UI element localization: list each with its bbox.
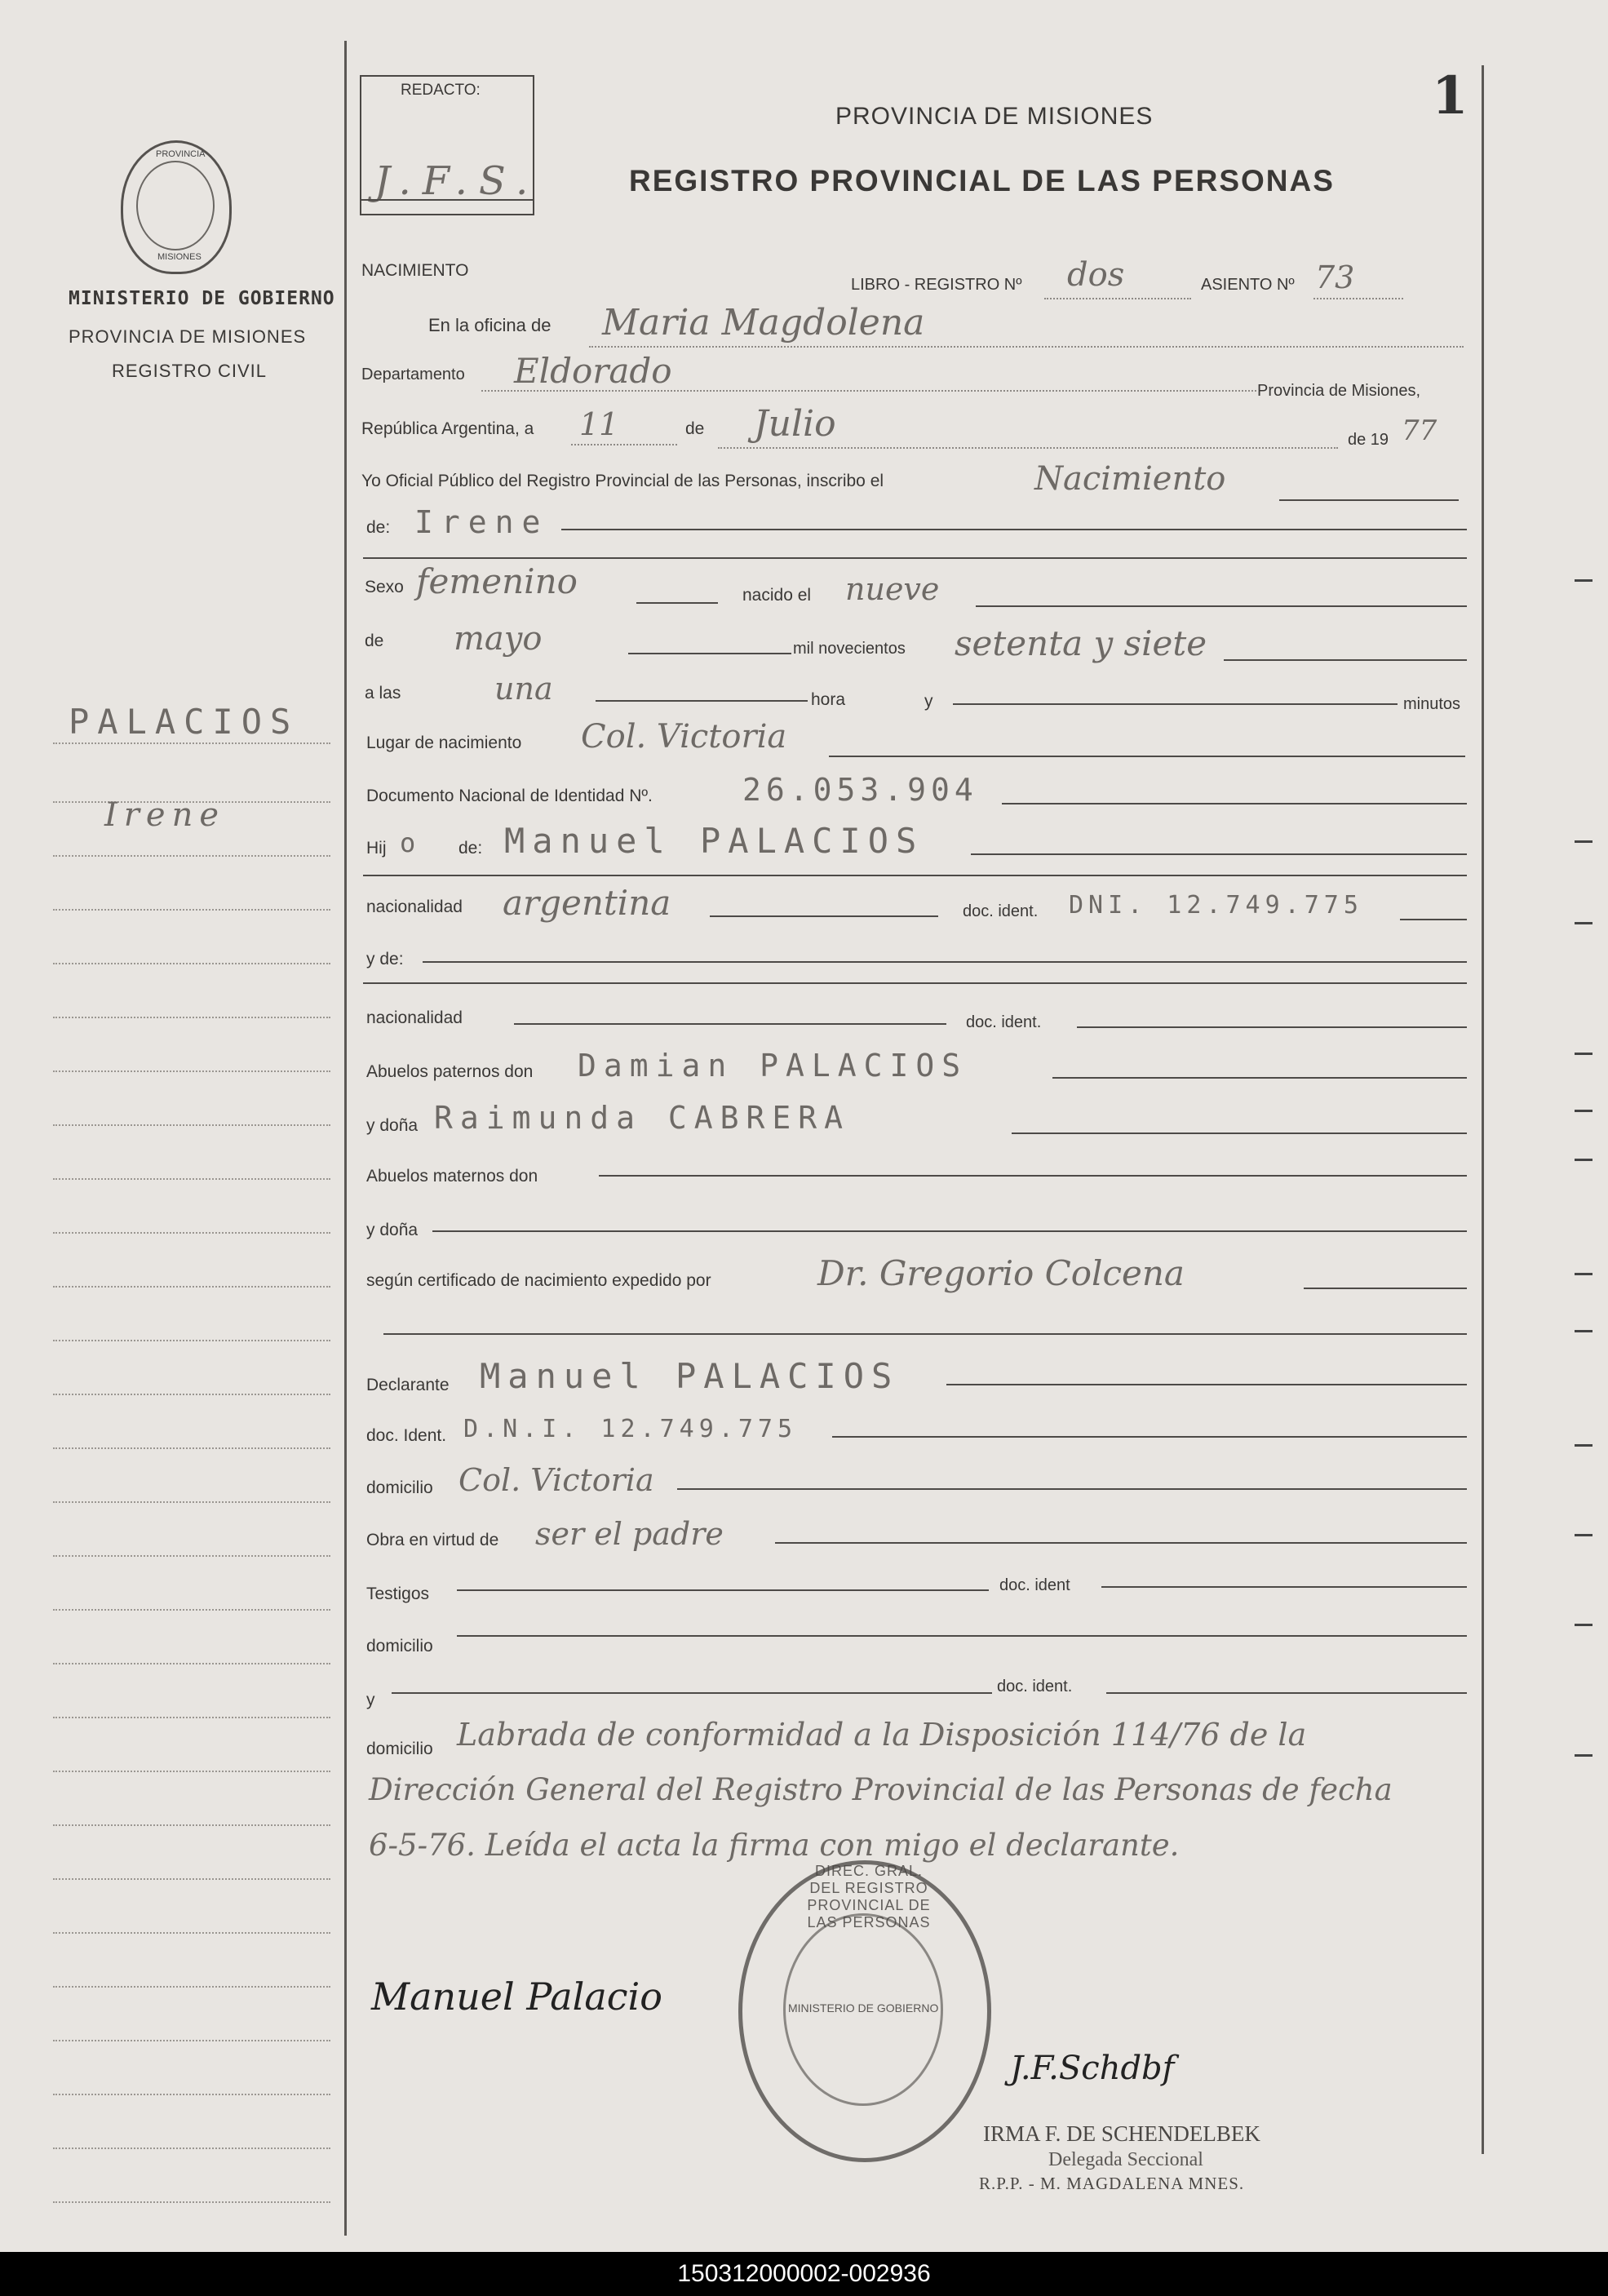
- nacimiento-label: NACIMIENTO: [361, 261, 469, 280]
- domicilio2-rule: [457, 1635, 1467, 1637]
- hora-label: hora: [811, 690, 846, 709]
- nac-value: argentina: [503, 883, 671, 923]
- edge-tick: [1575, 1159, 1592, 1161]
- docident3-rule: [1101, 1586, 1467, 1588]
- mil-label: mil novecientos: [793, 640, 906, 658]
- abuela-pat-rule: [1012, 1132, 1467, 1134]
- margin-line: [53, 2040, 330, 2041]
- redacto-label: REDACTO:: [401, 82, 481, 99]
- yde-rule: [423, 961, 1467, 963]
- stamp-inner-text: MINISTERIO DE GOBIERNO: [788, 2001, 939, 2015]
- stamp-ring-text: DIREC. GRAL. DEL REGISTRO PROVINCIAL DE LAS PERSONAS: [807, 1863, 931, 1930]
- edge-tick: [1575, 1624, 1592, 1626]
- seal-inner-ring: [136, 161, 215, 250]
- oficial-label: Yo Oficial Público del Registro Provincial de las Personas, inscribo el: [361, 472, 884, 490]
- mes-value: Julio: [754, 403, 836, 445]
- margin-line: [53, 1070, 330, 1072]
- edge-tick: [1575, 1754, 1592, 1757]
- note-line: Labrada de conformidad a la Disposición 114/76 de la: [457, 1717, 1307, 1753]
- margin-line: [53, 1017, 330, 1018]
- margin-line: [53, 963, 330, 964]
- edge-tick: [1575, 1444, 1592, 1447]
- nacido-label: nacido el: [742, 586, 812, 605]
- mes-nac-rule: [628, 653, 791, 654]
- obra-value: ser el padre: [535, 1516, 724, 1552]
- header-registry: REGISTRO PROVINCIAL DE LAS PERSONAS: [629, 164, 1335, 197]
- official-office: R.P.P. - M. MAGDALENA MNES.: [979, 2174, 1245, 2193]
- republica-label: República Argentina, a: [361, 419, 534, 438]
- margin-line: [53, 1932, 330, 1934]
- mes-nac-value: mayo: [454, 620, 543, 658]
- edge-tick: [1575, 1534, 1592, 1536]
- padre-value: Manuel PALACIOS: [504, 821, 924, 861]
- libro-label: LIBRO - REGISTRO Nº: [851, 276, 1022, 294]
- certificado-value: Dr. Gregorio Colcena: [817, 1253, 1185, 1293]
- asiento-value: 73: [1315, 259, 1355, 295]
- nacido-rule: [976, 605, 1467, 607]
- nombre-label: de:: [366, 518, 391, 537]
- seal-top-text: PROVINCIA: [156, 149, 206, 159]
- libro-value: dos: [1067, 256, 1125, 294]
- ydona2-label: y doña: [366, 1221, 419, 1239]
- lugar-label: Lugar de nacimiento: [366, 734, 522, 752]
- left-border-line: [344, 41, 347, 2236]
- padre-rule-2: [363, 875, 1467, 876]
- edge-tick: [1575, 1110, 1592, 1112]
- y2-rule: [392, 1692, 992, 1694]
- certificado-rule: [1304, 1288, 1467, 1289]
- document-code-bar: [0, 2252, 1608, 2296]
- header-province: PROVINCIA DE MISIONES: [835, 103, 1154, 130]
- domicilio-value: Col. Victoria: [458, 1462, 654, 1498]
- de-label: de: [685, 419, 705, 438]
- declarante-label: Declarante: [366, 1376, 450, 1394]
- testigos-label: Testigos: [366, 1585, 430, 1603]
- sexo-label: Sexo: [365, 578, 404, 596]
- margin-line: [53, 1824, 330, 1826]
- lugar-value: Col. Victoria: [581, 718, 787, 756]
- y2-label: y: [366, 1691, 375, 1709]
- oficial-rule: [1279, 499, 1459, 501]
- abuela-pat-value: Raimunda CABRERA: [434, 1100, 851, 1136]
- document-code: 150312000002-002936: [677, 2260, 931, 2287]
- margin-line: [53, 909, 330, 911]
- margin-line: [53, 2201, 330, 2203]
- docid-rule: [1400, 919, 1467, 920]
- abuelos-pat-label: Abuelos paternos don: [366, 1062, 534, 1081]
- obra-rule: [775, 1542, 1467, 1544]
- abuelos-mat-rule: [599, 1175, 1467, 1177]
- mil-rule: [1224, 659, 1467, 661]
- margin-line: [53, 1771, 330, 1772]
- departamento-dots: [481, 390, 1256, 392]
- docid-value: DNI. 12.749.775: [1069, 891, 1363, 920]
- margin-line: [53, 1286, 330, 1288]
- margin-line: [53, 2094, 330, 2095]
- margin-line: [53, 1609, 330, 1611]
- province-name-left: PROVINCIA DE MISIONES: [69, 326, 307, 347]
- abuelo-pat-rule: [1052, 1077, 1467, 1079]
- edge-tick: [1575, 1330, 1592, 1332]
- nac2-label: nacionalidad: [366, 1008, 463, 1027]
- official-name: IRMA F. DE SCHENDELBEK: [983, 2121, 1260, 2146]
- note-line: 6-5-76. Leída el acta la firma con migo el declarante.: [369, 1828, 1180, 1863]
- libro-dots: [1044, 298, 1191, 299]
- margin-line: [53, 742, 330, 744]
- declarante-rule: [946, 1384, 1467, 1385]
- docident-rule: [832, 1436, 1467, 1438]
- nombre-rule-2: [363, 557, 1467, 559]
- nombre-rule: [561, 529, 1467, 530]
- redacto-value: J.F.S.: [374, 158, 540, 204]
- declarante-value: Manuel PALACIOS: [480, 1356, 900, 1396]
- alas-value: una: [494, 671, 553, 707]
- departamento-label: Departamento: [361, 366, 465, 383]
- departamento-value: Eldorado: [514, 351, 672, 391]
- margin-given-name: Irene: [104, 796, 226, 834]
- margin-surname: PALACIOS: [69, 702, 299, 742]
- dia-dots: [571, 444, 677, 445]
- margin-line: [53, 2148, 330, 2149]
- oficina-value: Maria Magdolena: [602, 302, 925, 344]
- docident-label: doc. Ident.: [366, 1426, 447, 1445]
- abuelos-mat-label: Abuelos maternos don: [366, 1167, 538, 1186]
- ydona2-rule: [432, 1230, 1467, 1232]
- testigos-rule: [457, 1589, 989, 1591]
- obra-label: Obra en virtud de: [366, 1531, 499, 1549]
- oficina-label: En la oficina de: [428, 315, 552, 335]
- hijo-label: Hij: [366, 839, 387, 858]
- margin-line: [53, 1555, 330, 1557]
- sexo-value: femenino: [416, 561, 578, 601]
- redacto-box-divider: [361, 199, 533, 201]
- registry-office-left: REGISTRO CIVIL: [112, 361, 268, 381]
- domicilio-label: domicilio: [366, 1478, 433, 1497]
- oficina-dots: [589, 346, 1464, 348]
- margin-line: [53, 1447, 330, 1449]
- declarant-signature: Manuel Palacio: [371, 1975, 662, 2019]
- mes-dots: [718, 447, 1338, 449]
- margin-line: [53, 1340, 330, 1341]
- domicilio-rule: [677, 1488, 1467, 1490]
- nac2-rule: [514, 1023, 946, 1025]
- margin-line: [53, 1178, 330, 1180]
- nac-rule: [710, 915, 938, 917]
- domicilio2-label: domicilio: [366, 1637, 433, 1656]
- hijo-suffix: o: [400, 827, 424, 858]
- minutos-rule: [953, 703, 1398, 705]
- alas-rule: [596, 700, 808, 702]
- certificado-label: según certificado de nacimiento expedido por: [366, 1271, 711, 1290]
- docid2-rule: [1077, 1026, 1467, 1028]
- edge-tick: [1575, 1273, 1592, 1275]
- asiento-dots: [1313, 298, 1403, 299]
- edge-tick: [1575, 840, 1592, 843]
- ydona-label: y doña: [366, 1116, 419, 1135]
- nac-label: nacionalidad: [366, 898, 463, 916]
- ministry-name: MINISTERIO DE GOBIERNO: [69, 288, 335, 309]
- registry-stamp: [738, 1860, 991, 2162]
- de2-label: de: [365, 632, 384, 650]
- margin-line: [53, 855, 330, 857]
- asiento-label: ASIENTO Nº: [1201, 276, 1295, 294]
- margin-line: [53, 1663, 330, 1664]
- edge-tick: [1575, 922, 1592, 924]
- docident4-rule: [1106, 1692, 1467, 1694]
- official-title: Delegada Seccional: [1048, 2149, 1203, 2170]
- docident4-label: doc. ident.: [997, 1678, 1073, 1695]
- note-line: Dirección General del Registro Provincial de las Personas de fecha: [369, 1772, 1393, 1807]
- anio-label: de 19: [1348, 431, 1389, 449]
- dni-value: 26.053.904: [742, 772, 978, 808]
- docid2-label: doc. ident.: [966, 1013, 1042, 1031]
- abuelo-pat-value: Damian PALACIOS: [578, 1048, 968, 1084]
- right-border-line: [1482, 65, 1484, 2154]
- seal-bottom-text: MISIONES: [157, 252, 202, 262]
- docident-value: D.N.I. 12.749.775: [463, 1415, 798, 1443]
- nombre-value: Irene: [414, 504, 549, 540]
- provincia-label: Provincia de Misiones,: [1257, 382, 1421, 400]
- dia-value: 11: [579, 406, 619, 442]
- margin-line: [53, 1986, 330, 1988]
- padre-rule: [971, 853, 1467, 855]
- minutos-label: minutos: [1403, 695, 1461, 713]
- edge-tick: [1575, 1053, 1592, 1055]
- docident3-label: doc. ident: [999, 1576, 1070, 1594]
- y-label: y: [924, 692, 933, 711]
- oficial-value: Nacimiento: [1034, 460, 1226, 498]
- padre-label: de:: [458, 839, 483, 858]
- alas-label: a las: [365, 684, 401, 703]
- yde-label: y de:: [366, 950, 404, 968]
- margin-line: [53, 1717, 330, 1718]
- dni-label: Documento Nacional de Identidad Nº.: [366, 787, 653, 805]
- margin-line: [53, 1878, 330, 1880]
- certificado-rule-2: [383, 1333, 1467, 1335]
- ministry-seal: [121, 140, 232, 274]
- domicilio3-label: domicilio: [366, 1740, 433, 1758]
- margin-line: [53, 1124, 330, 1126]
- margin-line: [53, 1501, 330, 1503]
- yde-rule-2: [363, 982, 1467, 984]
- nacido-value: nueve: [845, 571, 940, 607]
- mil-value: setenta y siete: [955, 623, 1207, 663]
- docid-label: doc. ident.: [963, 902, 1039, 920]
- margin-line: [53, 1394, 330, 1395]
- lugar-rule: [829, 756, 1465, 757]
- margin-line: [53, 1232, 330, 1234]
- anio-value: 77: [1402, 414, 1437, 447]
- sexo-rule: [636, 602, 718, 604]
- redacto-box: [360, 75, 540, 215]
- edge-tick: [1575, 579, 1592, 582]
- page-number: 1: [1432, 65, 1468, 126]
- official-signature: J.F.Schdbf: [1010, 2050, 1175, 2087]
- dni-rule: [1002, 803, 1467, 804]
